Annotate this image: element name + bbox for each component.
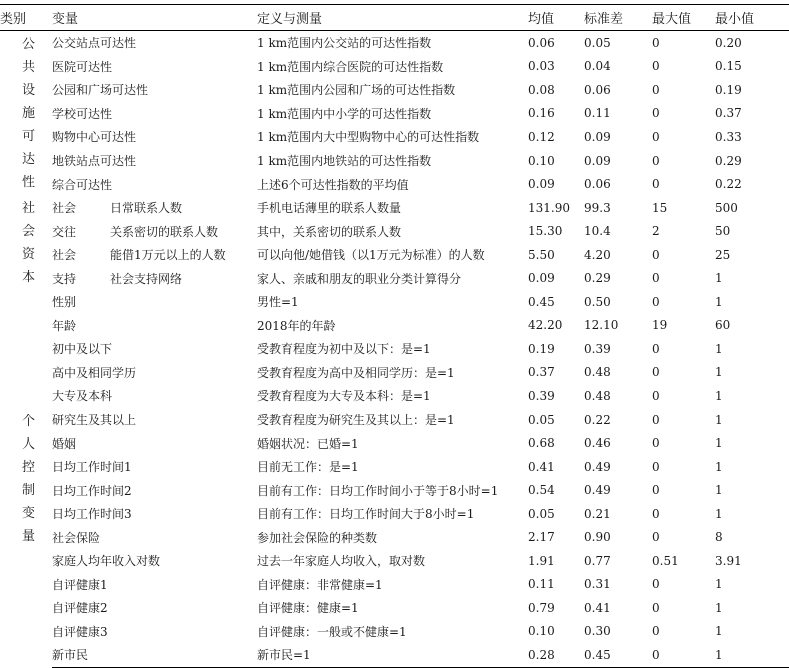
definition-cell: 受教育程度为高中及相同学历：是=1 xyxy=(257,365,455,380)
definition-cell: 受教育程度为研究生及其以上：是=1 xyxy=(257,413,455,428)
table-row xyxy=(0,573,789,597)
variable-cell xyxy=(52,266,257,290)
table-row xyxy=(0,525,789,549)
max-cell: 0 xyxy=(652,106,660,121)
variable-cell xyxy=(52,243,257,267)
definition-cell: 1 km范围内地铁站的可达性指数 xyxy=(257,154,432,168)
std-dev-cell: 0.39 xyxy=(584,341,611,356)
mean-cell: 42.20 xyxy=(528,318,563,333)
variable-name: 自评健康3 xyxy=(52,624,108,639)
min-cell: 500 xyxy=(715,200,738,215)
variable-name: 大专及本科 xyxy=(52,389,113,404)
mean-cell: 0.12 xyxy=(528,129,555,144)
mean-cell: 0.09 xyxy=(528,271,555,286)
definition-cell: 家人、亲戚和朋友的职业分类计算得分 xyxy=(257,271,462,286)
mean-cell: 0.41 xyxy=(528,459,555,474)
max-cell: 0 xyxy=(652,624,660,639)
table-row xyxy=(0,502,789,526)
table-row xyxy=(0,596,789,620)
definition-cell: 参加社会保险的种类数 xyxy=(257,530,378,545)
std-dev-cell: 0.77 xyxy=(584,553,611,568)
max-cell: 0 xyxy=(652,177,660,192)
variable-name: 高中及相同学历 xyxy=(52,365,137,380)
max-cell: 0 xyxy=(652,436,660,451)
variable-name: 年龄 xyxy=(52,318,77,333)
mean-cell: 0.10 xyxy=(528,624,555,639)
variable-cell xyxy=(52,455,257,479)
definition-cell: 1 km范围内综合医院的可达性指数 xyxy=(257,59,444,74)
definition-cell: 1 km范围内公交站的可达性指数 xyxy=(257,36,432,51)
mean-cell: 0.06 xyxy=(528,35,555,50)
header-variable: 变量 xyxy=(52,5,257,31)
definition-cell: 受教育程度为大专及本科：是=1 xyxy=(257,389,431,404)
variable-cell xyxy=(52,55,257,79)
std-dev-cell: 12.10 xyxy=(584,318,619,333)
variable-group-label: 社会 xyxy=(52,201,77,216)
max-cell: 0 xyxy=(652,483,660,498)
min-cell: 1 xyxy=(715,294,723,309)
max-cell: 0 xyxy=(652,341,660,356)
std-dev-cell: 0.48 xyxy=(584,388,611,403)
max-cell: 0 xyxy=(652,459,660,474)
definition-cell: 目前无工作：是=1 xyxy=(257,460,359,475)
table-row xyxy=(0,314,789,338)
table-row xyxy=(0,549,789,573)
definition-cell: 男性=1 xyxy=(257,295,299,310)
table-row xyxy=(0,219,789,243)
mean-cell: 0.16 xyxy=(528,106,555,121)
variable-name: 性别 xyxy=(52,295,77,310)
std-dev-cell: 0.41 xyxy=(584,600,611,615)
max-cell: 0 xyxy=(652,643,715,667)
header-mean: 均值 xyxy=(528,5,584,31)
std-dev-cell: 0.31 xyxy=(584,577,611,592)
min-cell: 0.37 xyxy=(715,106,742,121)
mean-cell: 5.50 xyxy=(528,247,555,262)
mean-cell: 0.19 xyxy=(528,341,555,356)
max-cell: 0 xyxy=(652,388,660,403)
std-dev-cell: 10.4 xyxy=(584,224,611,239)
max-cell: 0.51 xyxy=(652,553,679,568)
table-row xyxy=(0,266,789,290)
definition-cell: 自评健康：一般或不健康=1 xyxy=(257,624,407,639)
max-cell: 0 xyxy=(652,59,660,74)
min-cell: 1 xyxy=(715,577,723,592)
variable-name: 社会支持网络 xyxy=(110,271,183,286)
variable-name: 日均工作时间1 xyxy=(52,460,132,475)
variable-cell xyxy=(52,573,257,597)
table-row xyxy=(0,290,789,314)
std-dev-cell: 0.04 xyxy=(584,59,611,74)
variable-name: 家庭人均年收入对数 xyxy=(52,554,161,569)
std-dev-cell: 0.29 xyxy=(584,271,611,286)
max-cell: 0 xyxy=(652,530,660,545)
max-cell: 0 xyxy=(652,129,660,144)
variable-name: 关系密切的联系人数 xyxy=(110,224,219,239)
mean-cell: 131.90 xyxy=(528,200,570,215)
definition-cell: 手机电话薄里的联系人数量 xyxy=(257,201,402,216)
table-row xyxy=(0,431,789,455)
definition-cell: 1 km范围内中小学的可达性指数 xyxy=(257,106,432,121)
header-definition: 定义与测量 xyxy=(257,5,528,31)
variable-cell xyxy=(52,502,257,526)
min-cell: 25 xyxy=(715,247,731,262)
min-cell: 50 xyxy=(715,224,731,239)
min-cell: 1 xyxy=(715,412,723,427)
mean-cell: 0.39 xyxy=(528,388,555,403)
table-row xyxy=(0,102,789,126)
variable-group-label: 支持 xyxy=(52,271,77,286)
mean-cell: 0.45 xyxy=(528,294,555,309)
table-row xyxy=(0,384,789,408)
variable-cell xyxy=(52,596,257,620)
variable-name: 综合可达性 xyxy=(52,177,113,192)
mean-cell: 0.08 xyxy=(528,82,555,97)
mean-cell: 0.09 xyxy=(528,177,555,192)
category-cell xyxy=(0,290,52,667)
variable-name: 公园和广场可达性 xyxy=(52,83,149,98)
table-row xyxy=(0,172,789,196)
mean-cell: 0.10 xyxy=(528,153,555,168)
descriptive-statistics-table xyxy=(0,4,789,668)
min-cell: 1 xyxy=(715,506,723,521)
variable-cell xyxy=(52,643,257,667)
header-category: 类别 xyxy=(0,5,52,31)
max-cell: 0 xyxy=(652,271,660,286)
mean-cell: 0.05 xyxy=(528,506,555,521)
mean-cell: 0.05 xyxy=(528,412,555,427)
variable-cell xyxy=(52,290,257,314)
max-cell: 0 xyxy=(652,153,660,168)
min-cell: 1 xyxy=(715,624,723,639)
definition-cell: 上述6个可达性指数的平均值 xyxy=(257,177,409,192)
header-row xyxy=(0,5,789,31)
variable-name: 地铁站点可达性 xyxy=(52,154,137,168)
header-std-dev: 标准差 xyxy=(584,5,652,31)
max-cell: 0 xyxy=(652,82,660,97)
mean-cell: 1.91 xyxy=(528,553,555,568)
definition-cell: 1 km范围内公园和广场的可达性指数 xyxy=(257,83,456,98)
variable-cell xyxy=(52,620,257,644)
definition-cell: 过去一年家庭人均收入，取对数 xyxy=(257,554,426,569)
mean-cell: 2.17 xyxy=(528,530,555,545)
variable-name: 自评健康1 xyxy=(52,577,108,592)
table-row xyxy=(0,31,789,55)
std-dev-cell: 0.48 xyxy=(584,365,611,380)
variable-cell xyxy=(52,196,257,220)
variable-name: 学校可达性 xyxy=(52,106,113,121)
min-cell: 0.20 xyxy=(715,35,742,50)
variable-cell xyxy=(52,478,257,502)
min-cell: 1 xyxy=(715,483,723,498)
variable-name: 购物中心可达性 xyxy=(52,130,137,145)
std-dev-cell: 0.46 xyxy=(584,436,611,451)
std-dev-cell: 0.50 xyxy=(584,294,611,309)
max-cell: 0 xyxy=(652,247,660,262)
variable-cell xyxy=(52,149,257,173)
min-cell: 0.15 xyxy=(715,59,742,74)
category-label: 个人控制变量 xyxy=(22,413,36,544)
variable-cell xyxy=(52,525,257,549)
variable-name: 研究生及其以上 xyxy=(52,413,137,428)
variable-cell xyxy=(52,408,257,432)
variable-cell xyxy=(52,549,257,573)
min-cell: 60 xyxy=(715,318,731,333)
max-cell: 0 xyxy=(652,35,660,50)
header-min: 最小值 xyxy=(715,5,789,31)
variable-cell xyxy=(52,314,257,338)
table-row xyxy=(0,149,789,173)
variable-cell xyxy=(52,125,257,149)
min-cell: 1 xyxy=(715,365,723,380)
table-row xyxy=(0,455,789,479)
variable-cell xyxy=(52,219,257,243)
variable-name: 自评健康2 xyxy=(52,601,108,616)
min-cell: 8 xyxy=(715,530,723,545)
min-cell: 3.91 xyxy=(715,553,742,568)
min-cell: 1 xyxy=(715,271,723,286)
mean-cell: 0.11 xyxy=(528,577,555,592)
variable-name: 能借1万元以上的人数 xyxy=(110,248,226,263)
variable-cell xyxy=(52,78,257,102)
variable-name: 婚姻 xyxy=(52,436,77,451)
table-row xyxy=(0,196,789,220)
definition-cell: 目前有工作：日均工作时间小于等于8小时=1 xyxy=(257,483,499,498)
max-cell: 15 xyxy=(652,200,668,215)
table-row xyxy=(0,78,789,102)
category-cell xyxy=(0,31,52,196)
table-row xyxy=(0,125,789,149)
category-label: 公共设施可达性 xyxy=(22,36,36,190)
variable-name: 日常联系人数 xyxy=(110,201,183,216)
header-max: 最大值 xyxy=(652,5,715,31)
variable-cell xyxy=(52,102,257,126)
table-row xyxy=(0,361,789,385)
table-row xyxy=(0,243,789,267)
min-cell: 0.22 xyxy=(715,177,742,192)
definition-cell: 其中，关系密切的联系人数 xyxy=(257,224,402,239)
table-row xyxy=(0,620,789,644)
variable-cell xyxy=(52,337,257,361)
std-dev-cell: 0.45 xyxy=(584,643,652,667)
table-row xyxy=(0,55,789,79)
std-dev-cell: 0.90 xyxy=(584,530,611,545)
mean-cell: 15.30 xyxy=(528,224,563,239)
std-dev-cell: 0.06 xyxy=(584,177,611,192)
table-row xyxy=(0,337,789,361)
mean-cell: 0.79 xyxy=(528,600,555,615)
definition-cell: 2018年的年龄 xyxy=(257,318,336,333)
variable-name: 公交站点可达性 xyxy=(52,36,137,51)
std-dev-cell: 0.05 xyxy=(584,35,611,50)
std-dev-cell: 0.49 xyxy=(584,483,611,498)
std-dev-cell: 99.3 xyxy=(584,200,611,215)
category-cell xyxy=(0,196,52,290)
max-cell: 0 xyxy=(652,365,660,380)
definition-cell: 自评健康：非常健康=1 xyxy=(257,577,383,592)
min-cell: 0.29 xyxy=(715,153,742,168)
std-dev-cell: 0.49 xyxy=(584,459,611,474)
mean-cell: 0.68 xyxy=(528,436,555,451)
max-cell: 0 xyxy=(652,600,660,615)
definition-cell: 1 km范围内大中型购物中心的可达性指数 xyxy=(257,130,480,145)
min-cell: 1 xyxy=(715,600,723,615)
definition-cell: 婚姻状况：已婚=1 xyxy=(257,436,359,451)
std-dev-cell: 0.09 xyxy=(584,129,611,144)
category-label: 社会资本 xyxy=(22,200,36,285)
max-cell: 0 xyxy=(652,294,660,309)
table-row xyxy=(0,643,789,667)
variable-name: 日均工作时间2 xyxy=(52,483,132,498)
std-dev-cell: 4.20 xyxy=(584,247,611,262)
variable-name: 日均工作时间3 xyxy=(52,507,132,522)
min-cell: 1 xyxy=(715,341,723,356)
std-dev-cell: 0.21 xyxy=(584,506,611,521)
max-cell: 0 xyxy=(652,577,660,592)
table-body xyxy=(0,31,789,668)
variable-cell xyxy=(52,384,257,408)
min-cell: 1 xyxy=(715,643,789,667)
max-cell: 0 xyxy=(652,412,660,427)
definition-cell: 受教育程度为初中及以下：是=1 xyxy=(257,342,431,357)
min-cell: 1 xyxy=(715,459,723,474)
std-dev-cell: 0.09 xyxy=(584,153,611,168)
std-dev-cell: 0.11 xyxy=(584,106,611,121)
std-dev-cell: 0.22 xyxy=(584,412,611,427)
definition-cell: 可以向他/她借钱（以1万元为标准）的人数 xyxy=(257,248,485,263)
variable-cell xyxy=(52,31,257,55)
definition-cell: 新市民=1 xyxy=(257,643,528,667)
variable-name: 初中及以下 xyxy=(52,342,113,357)
max-cell: 2 xyxy=(652,224,660,239)
min-cell: 1 xyxy=(715,388,723,403)
definition-cell: 自评健康：健康=1 xyxy=(257,601,359,616)
variable-cell xyxy=(52,361,257,385)
variable-group-label: 社会 xyxy=(52,248,77,263)
std-dev-cell: 0.30 xyxy=(584,624,611,639)
mean-cell: 0.03 xyxy=(528,59,555,74)
mean-cell: 0.37 xyxy=(528,365,555,380)
max-cell: 19 xyxy=(652,318,668,333)
variable-group-label: 交往 xyxy=(52,224,77,239)
definition-cell: 目前有工作：日均工作时间大于8小时=1 xyxy=(257,507,475,522)
variable-name: 社会保险 xyxy=(52,530,101,545)
variable-cell xyxy=(52,431,257,455)
variable-name: 医院可达性 xyxy=(52,59,113,74)
max-cell: 0 xyxy=(652,506,660,521)
min-cell: 0.19 xyxy=(715,82,742,97)
variable-name: 新市民 xyxy=(52,648,89,663)
mean-cell: 0.28 xyxy=(528,643,584,667)
variable-cell xyxy=(52,172,257,196)
std-dev-cell: 0.06 xyxy=(584,82,611,97)
min-cell: 0.33 xyxy=(715,129,742,144)
min-cell: 1 xyxy=(715,436,723,451)
table-row xyxy=(0,478,789,502)
mean-cell: 0.54 xyxy=(528,483,555,498)
table-row xyxy=(0,408,789,432)
table-header xyxy=(0,5,789,31)
